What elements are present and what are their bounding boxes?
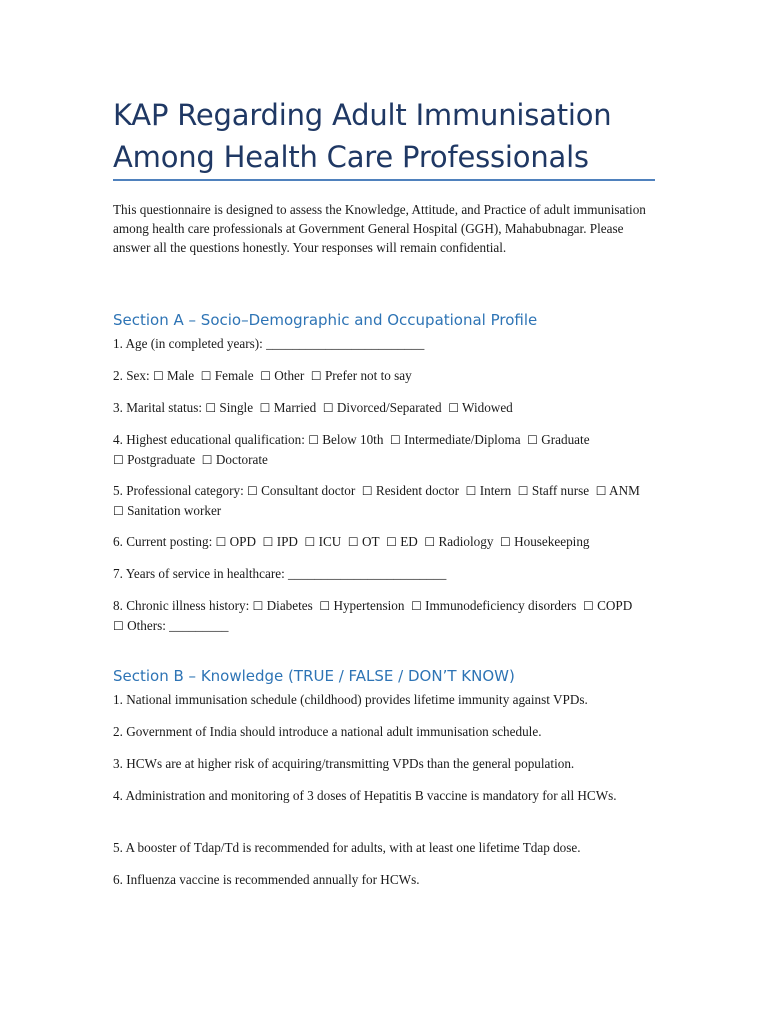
checkbox-option[interactable]	[305, 534, 342, 549]
checkbox-icon[interactable]: ☐	[424, 535, 436, 549]
checkbox-option[interactable]	[308, 432, 383, 447]
checkbox-icon[interactable]: ☐	[200, 369, 212, 383]
checkbox-icon[interactable]: ☐	[259, 401, 271, 415]
document-title: KAP Regarding Adult Immunisation Among Health Care Professionals	[113, 98, 612, 174]
option-label: Other	[270, 368, 305, 383]
option-label: Housekeeping	[510, 534, 590, 549]
question-label: 6. Current posting:	[113, 534, 213, 549]
checkbox-icon[interactable]: ☐	[262, 535, 274, 549]
question-professional-category	[113, 481, 655, 521]
checkbox-option[interactable]	[348, 534, 380, 549]
checkbox-option[interactable]	[386, 534, 418, 549]
option-label: Sanitation worker	[123, 503, 222, 518]
checkbox-option[interactable]	[466, 483, 512, 498]
option-label: Widowed	[458, 400, 513, 415]
checkbox-icon[interactable]: ☐	[260, 369, 271, 383]
option-label: ICU	[315, 534, 342, 549]
option-label: Below 10th	[318, 432, 384, 447]
option-label: ANM	[606, 483, 640, 498]
checkbox-option[interactable]	[424, 534, 493, 549]
question-label: 4. Highest educational qualification:	[113, 432, 305, 447]
knowledge-item: 1. National immunisation schedule (childhood) provides lifetime immunity against VPDs.	[113, 692, 588, 707]
option-list	[153, 368, 412, 383]
checkbox-icon[interactable]: ☐	[517, 484, 529, 498]
option-label: Resident doctor	[372, 483, 460, 498]
checkbox-option[interactable]	[113, 618, 229, 633]
checkbox-icon[interactable]: ☐	[411, 599, 422, 613]
checkbox-option[interactable]	[113, 452, 195, 467]
checkbox-icon[interactable]: ☐	[386, 535, 397, 549]
checkbox-option[interactable]	[247, 483, 355, 498]
checkbox-icon[interactable]: ☐	[205, 401, 217, 415]
checkbox-option[interactable]	[216, 534, 256, 549]
question-marital-status	[113, 398, 655, 418]
question-chronic-illness	[113, 596, 655, 636]
knowledge-item: 3. HCWs are at higher risk of acquiring/transmitting VPDs than the general population.	[113, 756, 575, 771]
checkbox-option[interactable]	[596, 483, 640, 498]
checkbox-option[interactable]	[153, 368, 194, 383]
checkbox-icon[interactable]: ☐	[113, 504, 124, 518]
option-label: ED	[396, 534, 418, 549]
option-list	[216, 534, 590, 549]
option-label: Married	[270, 400, 317, 415]
checkbox-icon[interactable]: ☐	[361, 484, 373, 498]
option-label: Hypertension	[330, 598, 405, 613]
checkbox-icon[interactable]: ☐	[527, 433, 538, 447]
checkbox-option[interactable]	[583, 598, 632, 613]
checkbox-option[interactable]	[311, 368, 412, 383]
checkbox-option[interactable]	[362, 483, 459, 498]
checkbox-option[interactable]	[113, 503, 221, 518]
checkbox-option[interactable]	[202, 452, 268, 467]
checkbox-icon[interactable]: ☐	[201, 453, 213, 467]
checkbox-option[interactable]	[323, 400, 442, 415]
option-label: Diabetes	[263, 598, 313, 613]
checkbox-option[interactable]	[518, 483, 589, 498]
checkbox-option[interactable]	[205, 400, 253, 415]
intro-paragraph: This questionnaire is designed to assess the Knowledge, Attitude, and Practice of adult immunisation among health care professionals at Government General Hospital (GGH), Mahabubnagar. Please answer all the questions honestly. Your responses will remain confidential.	[113, 202, 646, 255]
option-label: Postgraduate	[123, 452, 196, 467]
knowledge-item: 6. Influenza vaccine is recommended annually for HCWs.	[113, 872, 420, 887]
checkbox-icon[interactable]: ☐	[347, 535, 359, 549]
checkbox-option[interactable]	[253, 598, 313, 613]
checkbox-icon[interactable]: ☐	[152, 369, 164, 383]
checkbox-icon[interactable]: ☐	[308, 433, 319, 447]
question-label: 8. Chronic illness history:	[113, 598, 250, 613]
option-label: Prefer not to say	[321, 368, 412, 383]
checkbox-option[interactable]	[527, 432, 589, 447]
option-label: OT	[358, 534, 380, 549]
question-age: 1. Age (in completed years): ________________________	[113, 336, 425, 351]
checkbox-option[interactable]	[411, 598, 576, 613]
checkbox-icon[interactable]: ☐	[247, 484, 258, 498]
knowledge-item: 4. Administration and monitoring of 3 doses of Hepatitis B vaccine is mandatory for all HCWs.	[113, 788, 617, 803]
option-label: Female	[211, 368, 254, 383]
checkbox-option[interactable]	[319, 598, 404, 613]
checkbox-icon[interactable]: ☐	[465, 484, 477, 498]
option-label: Intermediate/Diploma	[400, 432, 521, 447]
question-label: 5. Professional category:	[113, 483, 244, 498]
section-b-heading: Section B – Knowledge (TRUE / FALSE / DON’T KNOW)	[113, 667, 515, 685]
checkbox-icon[interactable]: ☐	[448, 401, 459, 415]
question-education	[113, 430, 655, 470]
option-label: Others: _________	[123, 618, 229, 633]
option-list	[205, 400, 512, 415]
knowledge-item: 5. A booster of Tdap/Td is recommended for adults, with at least one lifetime Tdap dose.	[113, 840, 581, 855]
section-a-heading: Section A – Socio–Demographic and Occupational Profile	[113, 311, 538, 329]
question-label: 3. Marital status:	[113, 400, 203, 415]
title-underline	[113, 179, 655, 181]
checkbox-option[interactable]	[260, 400, 317, 415]
checkbox-option[interactable]	[260, 368, 304, 383]
checkbox-icon[interactable]: ☐	[319, 599, 331, 613]
checkbox-icon[interactable]: ☐	[583, 599, 594, 613]
option-label: Staff nurse	[528, 483, 590, 498]
option-label: Radiology	[435, 534, 494, 549]
checkbox-icon[interactable]: ☐	[390, 433, 401, 447]
option-label: Graduate	[537, 432, 590, 447]
question-years-of-service: 7. Years of service in healthcare: ________________________	[113, 566, 447, 581]
checkbox-icon[interactable]: ☐	[252, 599, 264, 613]
checkbox-option[interactable]	[201, 368, 254, 383]
checkbox-option[interactable]	[390, 432, 521, 447]
question-sex	[113, 366, 655, 386]
option-label: COPD	[593, 598, 633, 613]
checkbox-icon[interactable]: ☐	[500, 535, 511, 549]
checkbox-icon[interactable]: ☐	[113, 619, 124, 633]
option-label: Doctorate	[212, 452, 268, 467]
option-label: OPD	[226, 534, 257, 549]
option-label: Single	[216, 400, 254, 415]
option-label: Consultant doctor	[257, 483, 356, 498]
option-label: Divorced/Separated	[333, 400, 442, 415]
checkbox-icon[interactable]: ☐	[322, 401, 334, 415]
option-label: Immunodeficiency disorders	[421, 598, 577, 613]
checkbox-icon[interactable]: ☐	[310, 369, 322, 383]
option-label: IPD	[273, 534, 298, 549]
question-label: 2. Sex:	[113, 368, 150, 383]
checkbox-icon[interactable]: ☐	[595, 484, 607, 498]
knowledge-item: 2. Government of India should introduce a national adult immunisation schedule.	[113, 724, 542, 739]
checkbox-icon[interactable]: ☐	[304, 535, 316, 549]
option-label: Male	[163, 368, 195, 383]
question-current-posting	[113, 532, 655, 552]
checkbox-icon[interactable]: ☐	[113, 453, 124, 467]
checkbox-option[interactable]	[448, 400, 513, 415]
option-label: Intern	[476, 483, 512, 498]
checkbox-icon[interactable]: ☐	[215, 535, 227, 549]
checkbox-option[interactable]	[263, 534, 298, 549]
checkbox-option[interactable]	[500, 534, 590, 549]
